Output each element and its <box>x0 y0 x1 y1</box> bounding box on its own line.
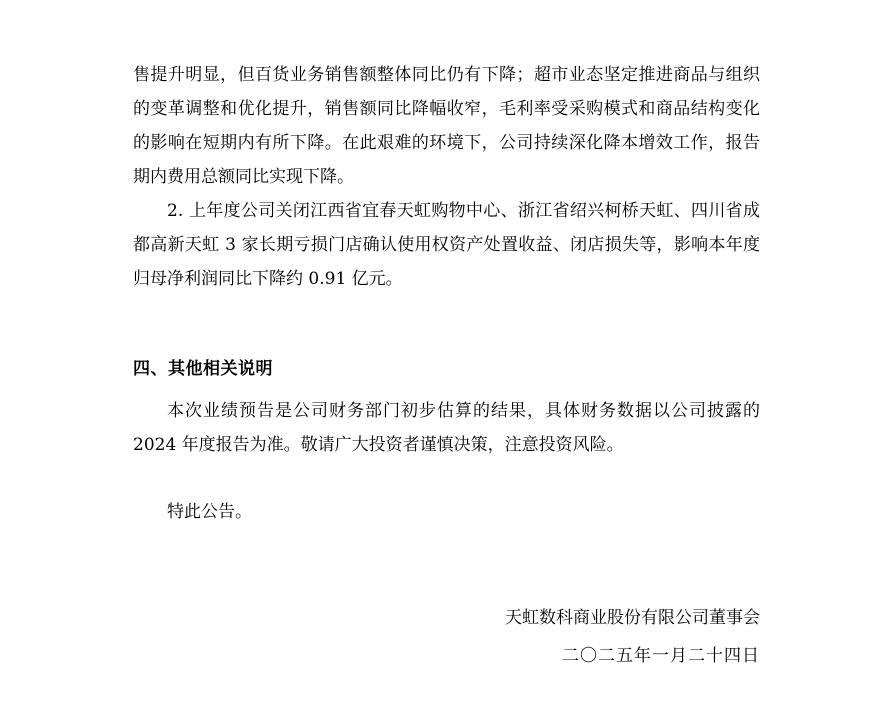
paragraph-disclaimer: 本次业绩预告是公司财务部门初步估算的结果，具体财务数据以公司披露的 2024 年度报告为准。敬请广大投资者谨慎决策，注意投资风险。 <box>133 401 760 455</box>
signature-date: 二〇二五年一月二十四日 <box>562 646 760 666</box>
closing-statement: 特此公告。 <box>167 502 252 522</box>
paragraph-item2: 2. 上年度公司关闭江西省宜春天虹购物中心、浙江省绍兴柯桥天虹、四川省成都高新天虹 3 家长期亏损门店确认使用权资产处置收益、闭店损失等，影响本年度归母净利润同比下降约 0.91 亿元。 <box>133 201 760 289</box>
paragraph-continuation: 售提升明显，但百货业务销售额整体同比仍有下降；超市业态坚定推进商品与组织的变革调整和优化提升，销售额同比降幅收窄，毛利率受采购模式和商品结构变化的影响在短期内有所下降。在此艰难的环境下，公司持续深化降本增效工作，报告期内费用总额同比实现下降。 <box>133 65 760 187</box>
section-heading-other-notes: 四、其他相关说明 <box>133 359 273 378</box>
signature-company-board: 天虹数科商业股份有限公司董事会 <box>505 608 760 628</box>
